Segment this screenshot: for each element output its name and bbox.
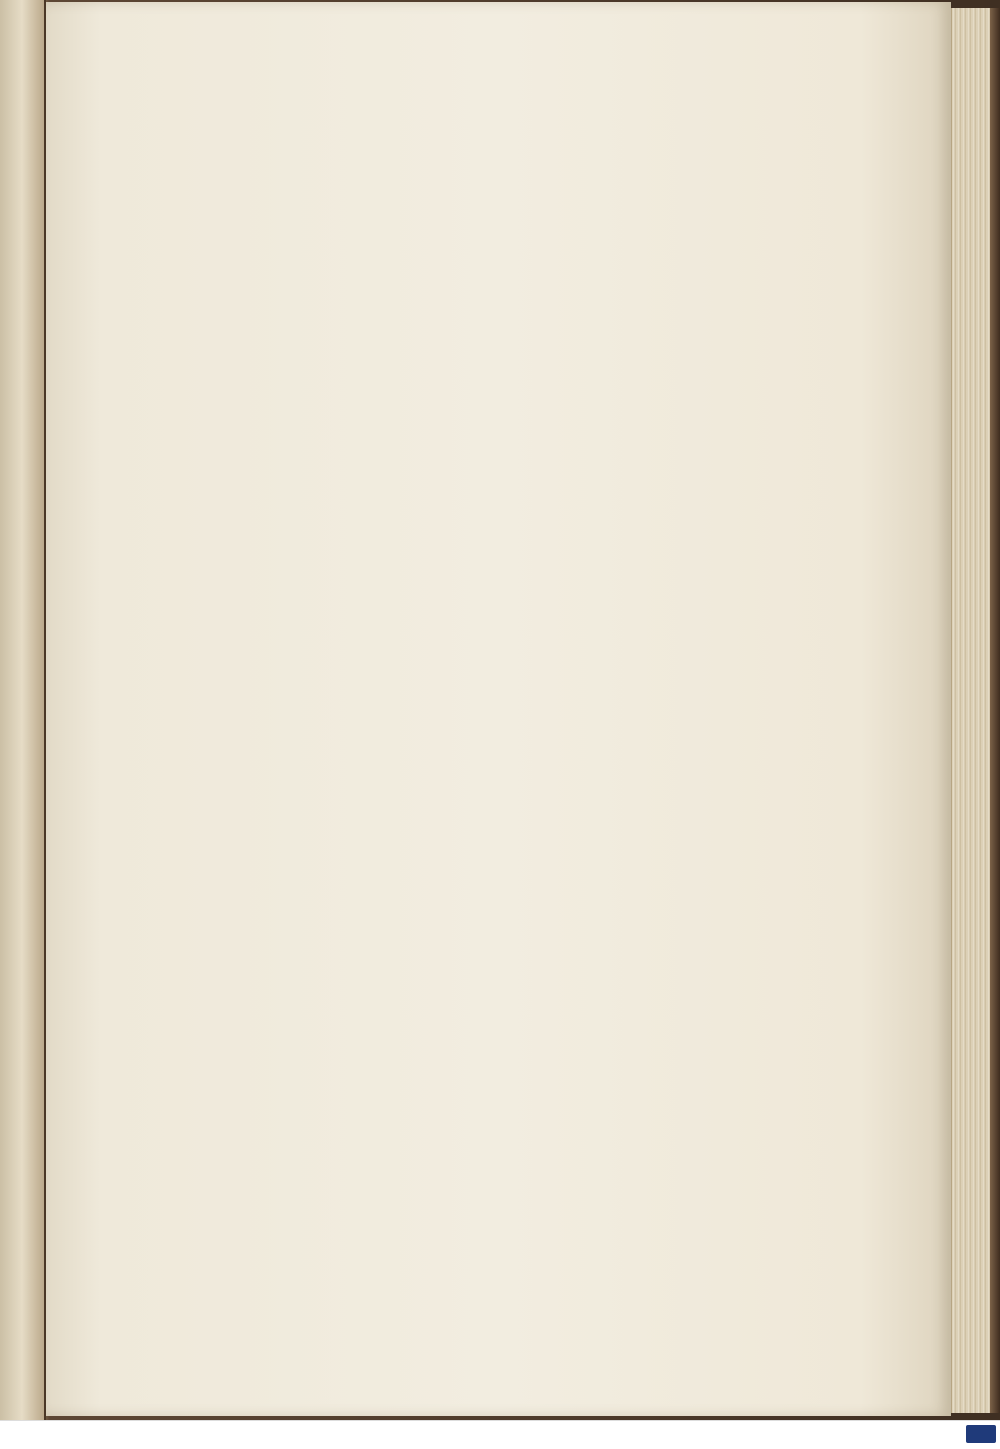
book-page xyxy=(46,2,951,1416)
digitization-footer xyxy=(0,1420,1000,1449)
page-stack-edge xyxy=(951,8,990,1413)
dfg-logo-icon xyxy=(966,1425,996,1443)
previous-page-edge xyxy=(0,0,46,1420)
